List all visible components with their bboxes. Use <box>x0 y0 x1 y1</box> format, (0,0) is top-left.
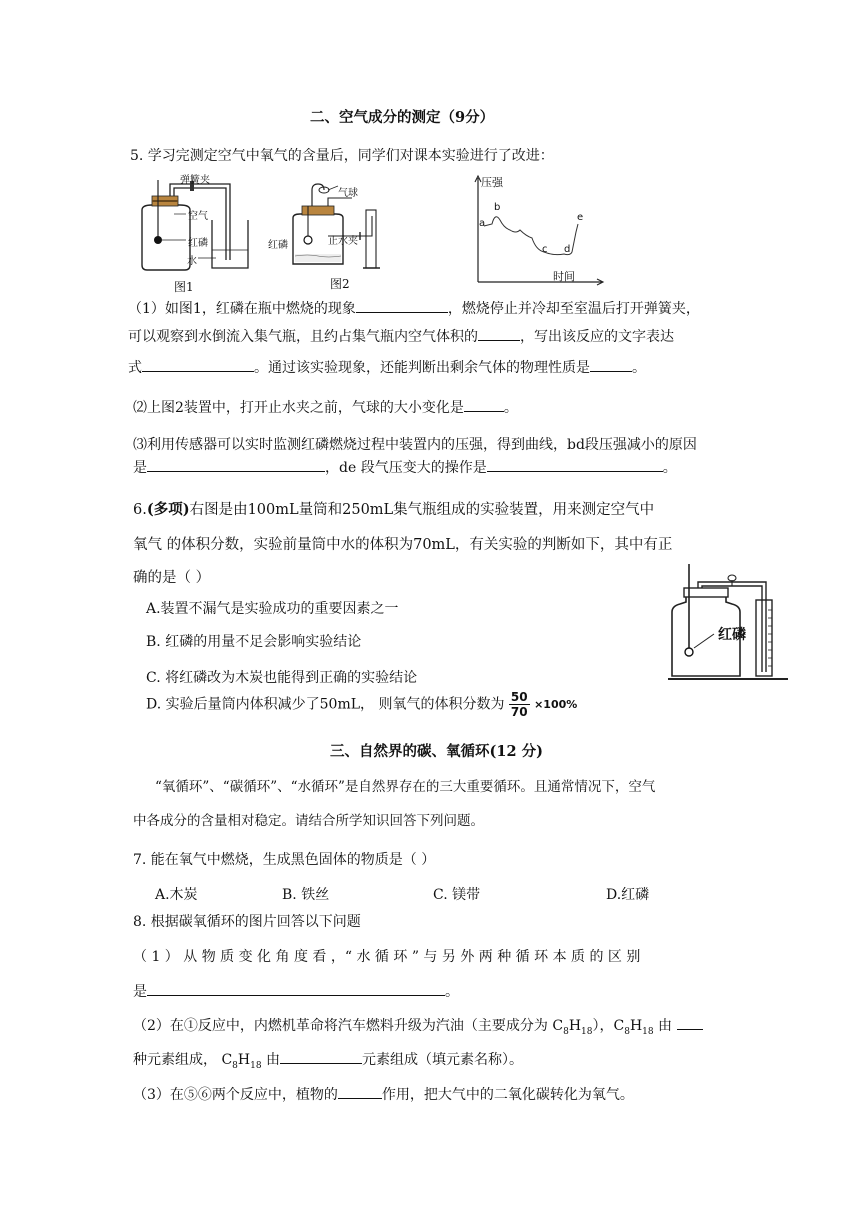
answer-blank[interactable] <box>487 457 663 472</box>
question-8-part-2-line-2: 种元素组成， $C_8H_{18}$ 由 元素组成（填元素名称）。 <box>133 1049 523 1071</box>
question-6-figure-label: 红磷 <box>718 627 746 643</box>
figure-1-label-water: 水 <box>187 256 197 267</box>
question-7-option-d[interactable]: D.红磷 <box>606 887 650 903</box>
section-3-intro-line-1: “氧循环”、“碳循环”、“水循环”是自然界存在的三大重要循环。且通常情况下，空气 <box>155 779 656 795</box>
question-7-option-c[interactable]: C. 镁带 <box>433 887 481 903</box>
question-6-option-c[interactable]: C. 将红磷改为木炭也能得到正确的实验结论 <box>146 670 418 686</box>
figure-3-xlabel: 时间 <box>553 270 575 283</box>
question-8-part-3: （3）在⑤⑥两个反应中，植物的 作用，把大气中的二氧化碳转化为氧气。 <box>133 1084 634 1104</box>
question-5-part-1-line-3: 式 。通过该实验现象，还能判断出剩余气体的物理性质是 。 <box>128 357 646 377</box>
fraction: $\frac{50}{70}$ <box>510 690 528 719</box>
figure-3-ylabel: 压强 <box>481 176 503 189</box>
question-6-apparatus <box>662 560 792 682</box>
question-6-option-d[interactable]: D. 实验后量筒内体积减少了50mL， 则氧气的体积分数为 $\frac{50}{70}$ ×100% <box>146 690 578 719</box>
question-8-part-1-line-1: （ 1 ） 从 物 质 变 化 角 度 看 ，“ 水 循 环 ” 与 另 外 两 种 循 环 本 质 的 区 别 <box>133 949 641 965</box>
question-8-part-1-line-2: 是 。 <box>133 981 459 1001</box>
figure-2-caption: 图2 <box>330 277 350 291</box>
answer-blank[interactable] <box>478 326 520 341</box>
question-5-part-1-line-2: 可以观察到水倒流入集气瓶，且约占集气瓶内空气体积的 ，写出该反应的文字表达 <box>128 326 674 346</box>
figure-1-label-clamp: 弹簧夹 <box>180 175 210 186</box>
answer-blank[interactable] <box>147 981 445 996</box>
figure-1-apparatus <box>130 170 250 295</box>
answer-blank[interactable] <box>142 357 254 372</box>
question-7-stem: 7. 能在氧气中燃烧，生成黑色固体的物质是（ ） <box>133 852 436 868</box>
answer-blank[interactable] <box>280 1049 362 1064</box>
answer-blank[interactable] <box>147 457 325 472</box>
question-8-stem: 8. 根据碳氧循环的图片回答以下问题 <box>133 914 361 930</box>
question-5-part-2: ⑵上图2装置中，打开止水夹之前，气球的大小变化是 。 <box>133 397 518 417</box>
figure-1-label-air: 空气 <box>188 211 208 222</box>
question-6-line-1: 6.(多项)右图是由100mL量筒和250mL集气瓶组成的实验装置，用来测定空气中 <box>133 501 655 518</box>
answer-blank[interactable] <box>464 397 504 412</box>
question-5-part-3-line-2: 是 ，de 段气压变大的操作是 。 <box>133 457 677 477</box>
figure-3-point-b: b <box>494 202 501 213</box>
question-5-part-1-line-1: （1）如图1，红磷在瓶中燃烧的现象 ，燃烧停止并冷却至室温后打开弹簧夹， <box>128 298 700 318</box>
question-6-line-2: 氧气 的体积分数，实验前量筒中水的体积为70mL，有关实验的判断如下，其中有正 <box>133 537 673 553</box>
question-8-part-2-line-1: （2）在①反应中，内燃机革命将汽车燃料升级为汽油（主要成分为 $C_8H_{18}$），$C_8H_{18}$ 由 <box>133 1015 703 1037</box>
figure-3-point-c: c <box>542 244 548 255</box>
figure-3-point-e: e <box>577 212 584 223</box>
question-6-line-3: 确的是（ ） <box>133 570 211 586</box>
figure-2-label-balloon: 气球 <box>338 188 358 199</box>
answer-blank[interactable] <box>590 357 632 372</box>
section-title: 三、自然界的碳、氧循环(12 分) <box>330 743 543 760</box>
figure-1-label-phosphorus: 红磷 <box>188 238 208 249</box>
question-5-stem: 5. 学习完测定空气中氧气的含量后，同学们对课本实验进行了改进： <box>130 148 554 164</box>
question-7-option-b[interactable]: B. 铁丝 <box>282 887 330 903</box>
question-7-option-a[interactable]: A.木炭 <box>155 887 198 903</box>
question-6-option-a[interactable]: A.装置不漏气是实验成功的重要因素之一 <box>146 601 399 617</box>
question-6-option-b[interactable]: B. 红磷的用量不足会影响实验结论 <box>146 634 362 650</box>
answer-blank[interactable] <box>356 298 448 313</box>
figure-1-caption: 图1 <box>174 280 194 294</box>
figure-2-label-clamp: 止水夹 <box>328 236 358 247</box>
figure-2-label-phosphorus: 红磷 <box>268 240 288 251</box>
figure-2-apparatus <box>268 176 398 276</box>
section-3-intro-line-2: 中各成分的含量相对稳定。请结合所学知识回答下列问题。 <box>133 813 484 829</box>
answer-blank[interactable] <box>677 1015 703 1030</box>
figure-3-point-a: a <box>479 218 486 229</box>
question-5-part-3-line-1: ⑶利用传感器可以实时监测红磷燃烧过程中装置内的压强，得到曲线，bd段压强减小的原因 <box>133 437 697 453</box>
section-title: 二、空气成分的测定（9分） <box>310 109 495 126</box>
answer-blank[interactable] <box>338 1084 382 1099</box>
figure-3-point-d: d <box>564 244 571 255</box>
